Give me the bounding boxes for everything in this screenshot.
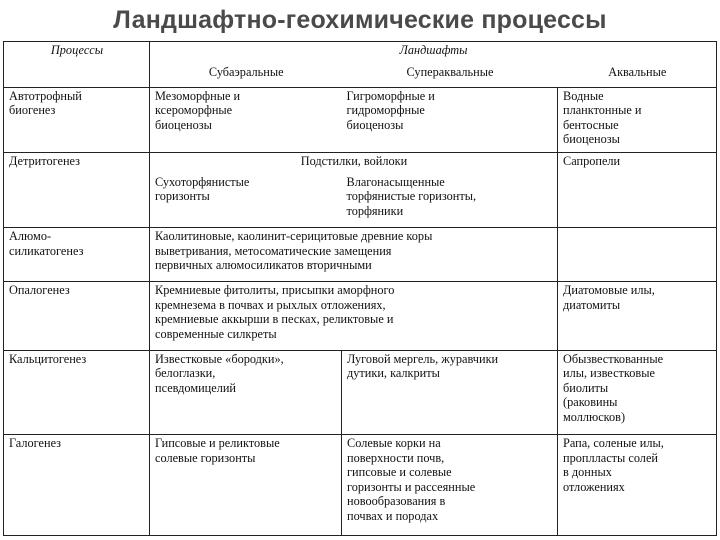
cell-detritogenesis-shared: Подстилки, войлоки [150, 153, 558, 174]
cell-autotroph-superaqual: Гигроморфные и гидроморфные биоценозы [342, 87, 558, 153]
cell-calcitogenesis-subaerial: Известковые «бородки», белоглазки, псевдомицелий [150, 350, 342, 434]
header-superaqual: Супераквальные [342, 62, 558, 87]
cell-alumosilicate-aqual [558, 228, 717, 282]
cell-detritogenesis-aqual: Сапропели [558, 153, 717, 228]
header-landscapes: Ландшафты [150, 42, 717, 63]
cell-calcitogenesis-aqual: Обызвесткованные илы, известковые биолиты (раковины моллюсков) [558, 350, 717, 434]
process-detritogenesis: Детритогенез [4, 153, 150, 228]
cell-alumosilicate-shared: Каолитиновые, каолинит-серицитовые древние коры выветривания, метосоматические замещения первичных алюмосиликатов вторичными [150, 228, 558, 282]
processes-table [3, 41, 717, 536]
cell-opalogenesis-shared: Кремниевые фитолиты, присыпки аморфного кремнезема в почвах и рыхлых отложениях, кремниевые аккырши в песках, реликтовые и современные силкреты [150, 282, 558, 351]
cell-detritogenesis-subaerial: Сухоторфянистые горизонты [150, 174, 342, 228]
cell-calcitogenesis-superaqual: Луговой мергель, журавчики дутики, калкриты [342, 350, 558, 434]
header-processes: Процессы [4, 42, 150, 63]
process-alumosilicate: Алюмо- силикатогенез [4, 228, 150, 282]
header-processes-empty [4, 62, 150, 87]
header-aqual: Аквальные [558, 62, 717, 87]
process-autotroph: Автотрофный биогенез [4, 87, 150, 153]
cell-halogenesis-superaqual: Солевые корки на поверхности почв, гипсовые и солевые горизонты и рассеянные новообразования в почвах и породах [342, 435, 558, 536]
page-title: Ландшафтно-геохимические процессы [113, 6, 607, 34]
process-halogenesis: Галогенез [4, 435, 150, 536]
cell-opalogenesis-aqual: Диатомовые илы, диатомиты [558, 282, 717, 351]
cell-autotroph-subaerial: Мезоморфные и ксероморфные биоценозы [150, 87, 342, 153]
process-opalogenesis: Опалогенез [4, 282, 150, 351]
cell-detritogenesis-superaqual: Влагонасыщенные торфянистые горизонты, торфяники [342, 174, 558, 228]
cell-autotroph-aqual: Водные планктонные и бентосные биоценозы [558, 87, 717, 153]
process-calcitogenesis: Кальцитогенез [4, 350, 150, 434]
header-subaerial: Субаэральные [150, 62, 342, 87]
cell-halogenesis-aqual: Рапа, соленые илы, проплласты солей в донных отложениях [558, 435, 717, 536]
cell-halogenesis-subaerial: Гипсовые и реликтовые солевые горизонты [150, 435, 342, 536]
